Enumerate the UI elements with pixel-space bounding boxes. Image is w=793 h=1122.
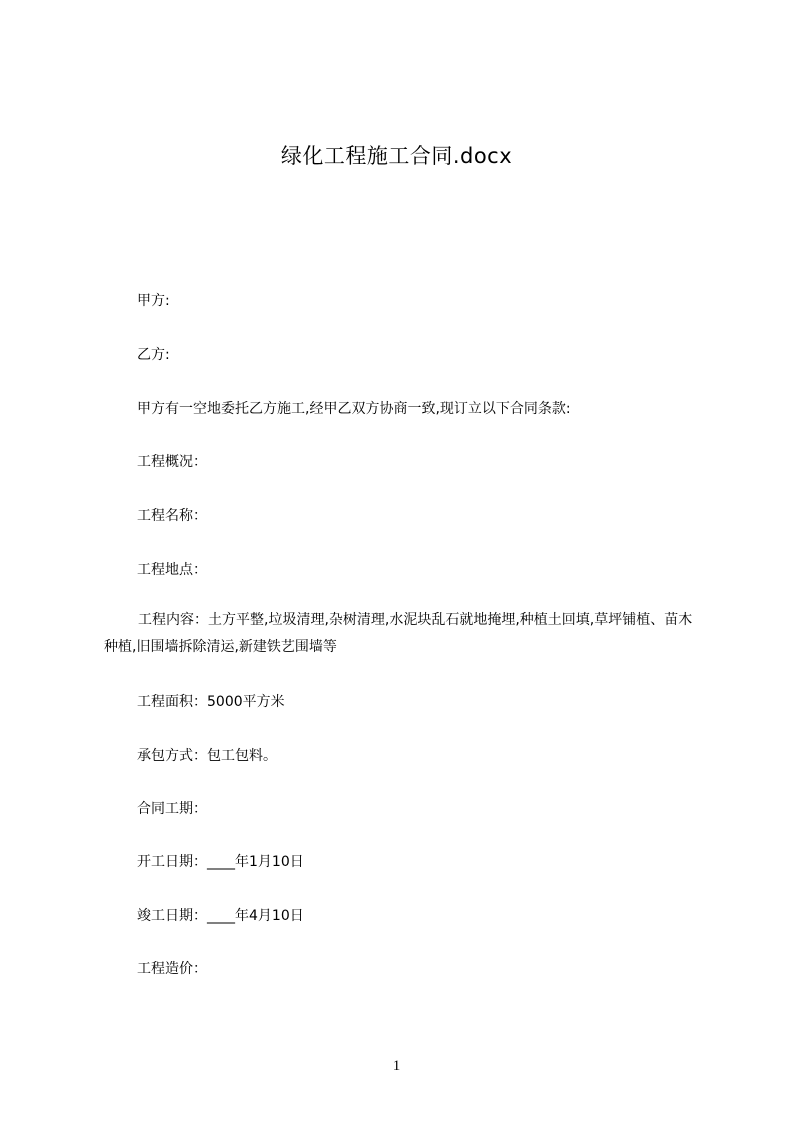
page-number: 1: [392, 1058, 401, 1074]
contract-method-line: 承包方式：包工包料。: [137, 748, 277, 764]
project-content-paragraph: 工程内容：土方平整,垃圾清理,杂树清理,水泥块乱石就地掩埋,种植土回填,草坪铺植、苗木种植,旧围墙拆除清运,新建铁艺围墙等: [104, 612, 693, 655]
completion-date-line: 竣工日期：____年4月10日: [137, 908, 304, 924]
start-date-line: 开工日期：____年1月10日: [137, 854, 304, 870]
contract-period-heading: 合同工期：: [137, 801, 207, 817]
contract-intro-paragraph: 甲方有一空地委托乙方施工,经甲乙双方协商一致,现订立以下合同条款:: [137, 401, 571, 417]
project-cost-line: 工程造价：: [137, 961, 207, 977]
project-area-line: 工程面积：5000平方米: [137, 694, 285, 710]
project-name-line: 工程名称：: [137, 508, 207, 524]
party-a-line: 甲方:: [137, 293, 170, 309]
document-title: 绿化工程施工合同.docx: [280, 144, 513, 168]
project-location-line: 工程地点：: [137, 562, 207, 578]
party-b-line: 乙方:: [137, 347, 170, 363]
project-overview-heading: 工程概况：: [137, 454, 207, 470]
